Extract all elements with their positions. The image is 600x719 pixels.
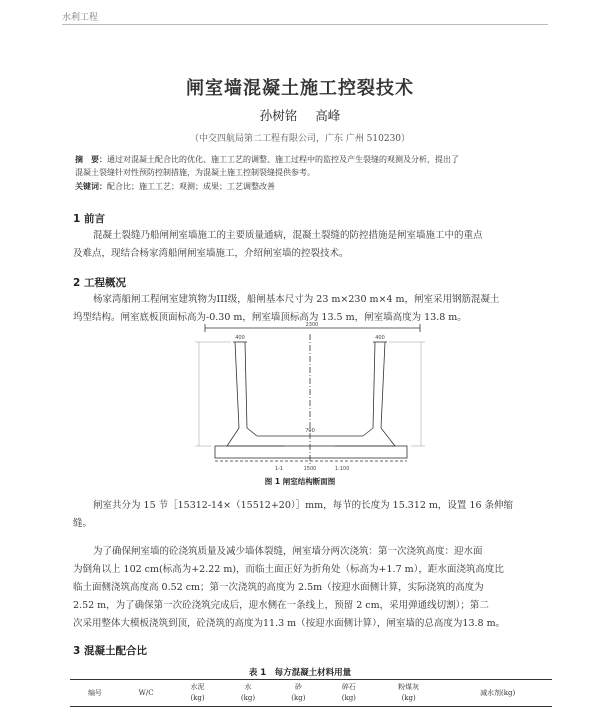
col-header: W/C (120, 680, 172, 707)
dim-label-base: 1500 (303, 466, 317, 472)
table-header-row (70, 680, 552, 707)
col-header: 碎石 (kg) (324, 680, 374, 707)
author-1: 孙树铭 (259, 108, 298, 123)
paper-title: 闸室墙混凝土施工控裂技术 (186, 78, 414, 99)
section-2-p2-line-1: 闸室共分为 15 节［15312-14×（15512+20）］mm，每节的长度为 15.312 m，设置 16 条伸缩 (93, 500, 514, 511)
section-label: 1-1 (275, 466, 284, 472)
keywords-label: 关键词： (75, 182, 107, 191)
col-header: 水 (kg) (223, 680, 273, 707)
section-1-heading: 1 前言 (73, 213, 105, 225)
keywords (75, 180, 535, 193)
figure-caption: 图 1 闸室结构断面图 (264, 477, 336, 486)
header-rule (62, 24, 548, 25)
section-2-p3-line-4: 2.52 m，为了确保第一次砼浇筑完成后，迎水侧在一条线上，预留 2 cm，采用弹通线切割）；第二 (73, 600, 489, 611)
col-header: 编号 (70, 680, 120, 707)
section-2-p3-line-1: 为了确保闸室墙的砼浇筑质量及减少墙体裂缝，闸室墙分两次浇筑：第一次浇筑高度：迎水面 (93, 546, 483, 557)
journal-name: 水利工程 (62, 13, 99, 23)
section-1-line-1: 混凝土裂缝乃船闸闸室墙施工的主要质量通病，混凝土裂缝的防控措施是闸室墙施工中的重点 (93, 230, 483, 241)
section-2-p3-line-3: 临土面侧浇筑高度高 0.52 cm；第一次浇筑的高度为 2.5m（按迎水面侧计算，实际浇筑的高度为 (73, 582, 484, 593)
lock-cross-section-figure (175, 320, 445, 472)
section-2-p2-line-2: 缝。 (73, 518, 93, 529)
section-2-p1-line-2: 坞型结构。闸室底板顶面标高为-0.30 m，闸室墙顶标高为 13.5 m，闸室墙高度为 13.8 m。 (73, 312, 467, 323)
author-2: 高峰 (315, 108, 341, 123)
col-header: 砂 (kg) (273, 680, 323, 707)
col-header: 粉煤灰 (kg) (374, 680, 443, 707)
abstract-label: 摘 要： (75, 155, 107, 164)
dim-label-wall-left: 400 (235, 335, 245, 341)
section-3-heading: 3 混凝土配合比 (73, 645, 147, 657)
abstract-text-1: 通过对混凝土配合比的优化、施工工艺的调整、施工过程中的监控及产生裂缝的观测及分析，提出了 (107, 155, 459, 164)
abstract-line-2: 混凝土裂缝针对性预防控制措施，为混凝土施工控制裂缝提供参考。 (75, 168, 315, 177)
section-1-line-2: 及难点，现结合杨家湾船闸闸室墙施工，介绍闸室墙的控裂技术。 (73, 248, 349, 259)
section-2-heading: 2 工程概况 (73, 277, 126, 289)
section-2-p1-line-1: 杨家湾船闸工程闸室建筑物为III级，船闸基本尺寸为 23 m×230 m×4 m，闸室采用钢筋混凝土 (93, 294, 500, 305)
col-header: 水泥 (kg) (172, 680, 222, 707)
scale-label: 1:100 (335, 466, 350, 472)
dim-label-floor: 700 (305, 428, 315, 434)
section-2-p3-line-2: 为倒角以上 102 cm(标高为+2.22 m)，而临土面正好为折角处（标高为+1.7 m），距水面浇筑高度比 (73, 564, 504, 575)
keywords-text: 配合比；施工工艺；观测；成果；工艺调整改善 (107, 182, 275, 191)
dim-label-top: 2300 (305, 322, 319, 328)
mix-proportion-table (70, 679, 552, 707)
dim-label-wall-right: 400 (375, 335, 385, 341)
col-header: 减水剂(kg) (443, 680, 552, 707)
authors (0, 106, 600, 124)
abstract-line-1 (75, 153, 535, 166)
affiliation: （中交四航局第二工程有限公司，广东 广州 510230） (189, 134, 411, 144)
section-2-p3-line-5: 次采用整体大模板浇筑到顶，砼浇筑的高度为11.3 m（按迎水面侧计算），闸室墙的总高度为13.8 m。 (73, 618, 506, 629)
table-caption: 表 1 每方混凝土材料用量 (248, 668, 352, 678)
